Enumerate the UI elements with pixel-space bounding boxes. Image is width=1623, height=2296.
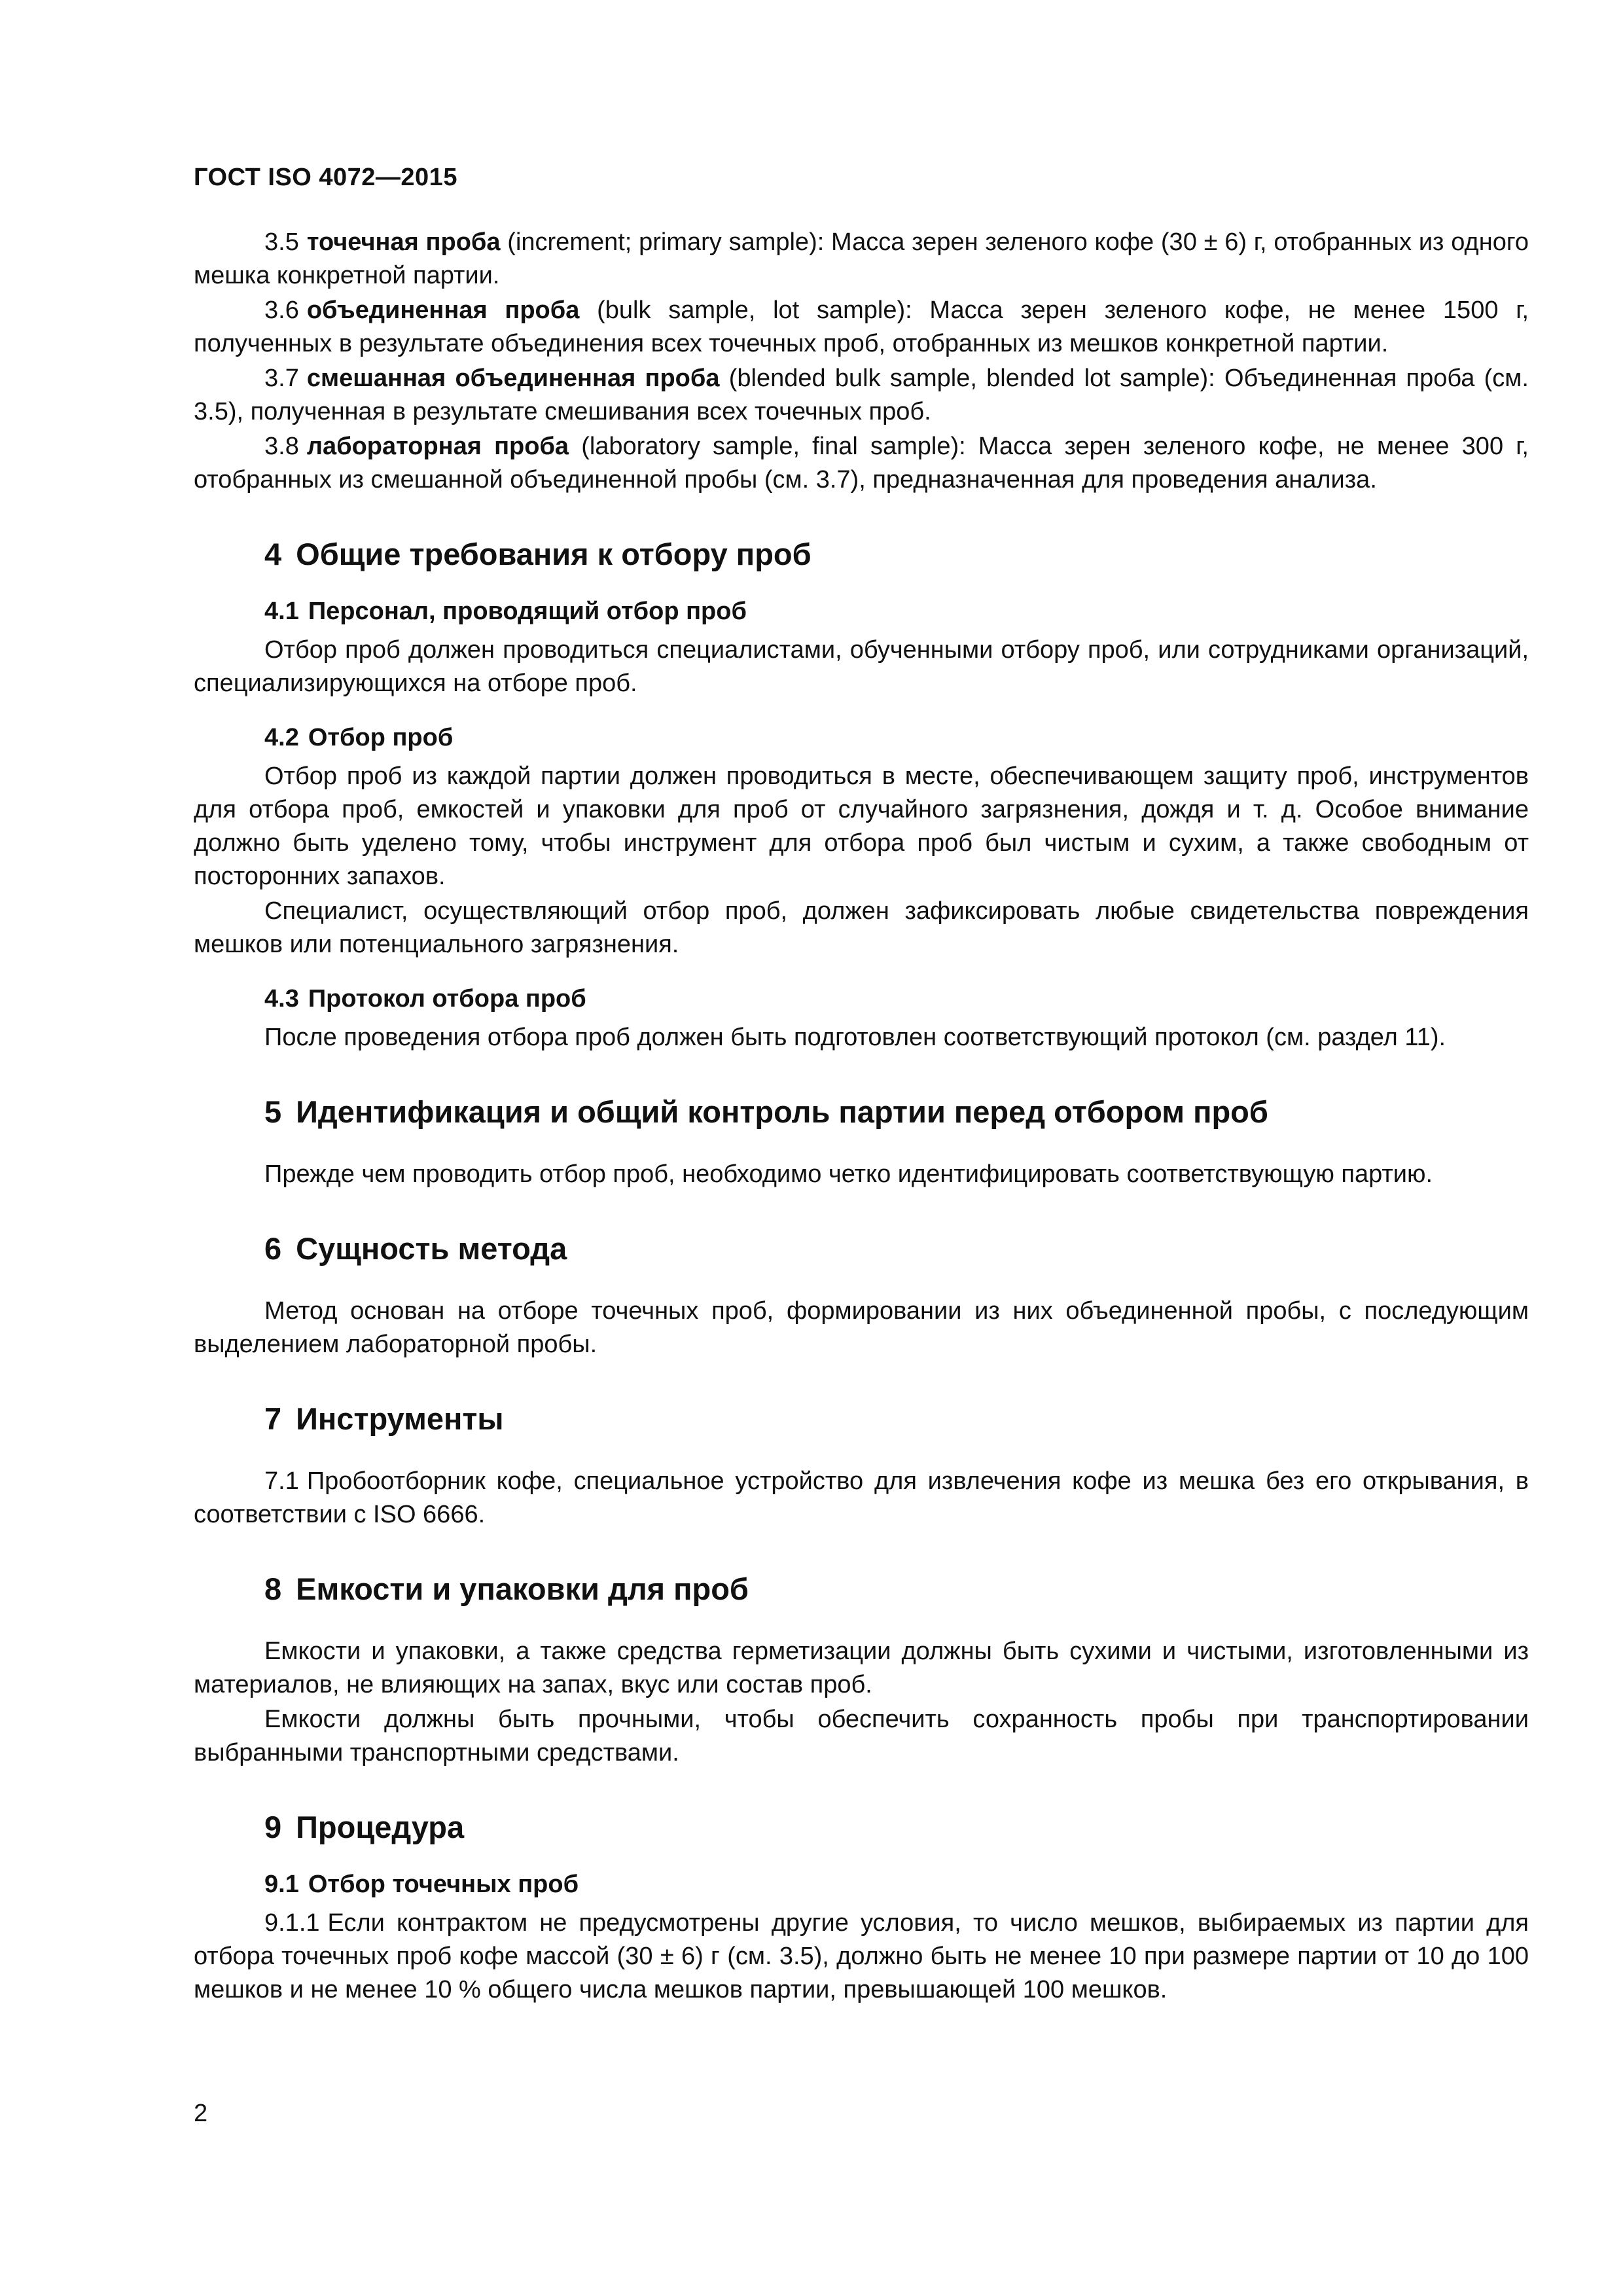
section-title: Идентификация и общий контроль партии перед отбором проб [296,1094,1268,1129]
page-number: 2 [194,2100,208,2127]
paragraph: Отбор проб должен проводиться специалистами, обученными отбору проб, или сотрудниками организаций, специализирующихся на отборе проб. [194,636,1529,697]
section-number: 6 [264,1231,282,1266]
paragraph: Метод основан на отборе точечных проб, формировании из них объединенной пробы, с последующим выделением лабораторной пробы. [194,1297,1529,1358]
subsection-4-3-heading [194,982,1529,1016]
subsection-4-2-heading [194,721,1529,755]
paragraph: Емкости должны быть прочными, чтобы обеспечить сохранность пробы при транспортировании выбранными транспортными средствами. [194,1706,1529,1767]
section-title: Инструменты [296,1401,504,1436]
subsection-title: Протокол отбора проб [308,985,586,1013]
subsection-number: 4.3 [264,985,299,1013]
paragraph: После проведения отбора проб должен быть подготовлен соответствующий протокол (см. раздел 11). [264,1024,1446,1051]
paragraph: Специалист, осуществляющий отбор проб, должен зафиксировать любые свидетельства повреждения мешков или потенциального загрязнения. [194,897,1529,958]
definition-text: (blended bulk sample, blended lot sample): Объединенная проба (см. 3.5), полученная в результате смешивания всех точечных проб. [194,365,1529,425]
clause-text: Пробоотборник кофе, специальное устройство для извлечения кофе из мешка без его открывания, в соответствии с ISO 6666. [194,1467,1529,1528]
section-9-heading [194,1808,1529,1847]
clause-number: 7.1 [264,1467,299,1495]
paragraph: Емкости и упаковки, а также средства герметизации должны быть сухими и чистыми, изготовленными из материалов, не влияющих на запах, вкус или состав проб. [194,1638,1529,1698]
definition-term: лабораторная проба [306,433,569,460]
definition-number: 3.6 [264,296,299,324]
section-7-heading [194,1399,1529,1439]
section-title: Общие требования к отбору проб [296,537,812,571]
subsection-9-1-heading [194,1868,1529,1901]
section-number: 5 [264,1094,282,1129]
section-number: 4 [264,537,282,571]
definition-term: смешанная объединенная проба [306,365,720,392]
section-title: Емкости и упаковки для проб [296,1571,749,1606]
definition-number: 3.7 [264,365,299,392]
section-title: Процедура [296,1810,465,1844]
clause-number: 9.1.1 [264,1909,320,1937]
section-number: 9 [264,1810,282,1844]
subsection-title: Отбор точечных проб [308,1871,579,1898]
definition-3-6 [194,294,1529,361]
definition-text: (bulk sample, lot sample): Масса зерен зеленого кофе, не менее 1500 г, полученных в результате объединения всех точечных проб, отобранных из мешков конкретной партии. [194,296,1529,357]
section-6-heading [194,1229,1529,1268]
subsection-number: 4.1 [264,598,299,625]
definition-number: 3.5 [264,228,299,256]
paragraph-7-1 [194,1465,1529,1532]
document-body [194,226,1529,2008]
definition-number: 3.8 [264,433,299,460]
subsection-number: 4.2 [264,724,299,751]
subsection-title: Отбор проб [308,724,454,751]
definition-text: (increment; primary sample): Масса зерен зеленого кофе (30 ± 6) г, отобранных из одного мешка конкретной партии. [194,228,1529,289]
definition-3-5 [194,226,1529,293]
document-header: ГОСТ ISO 4072—2015 [194,164,457,191]
paragraph-9-1-1 [194,1907,1529,2007]
definition-text: (laboratory sample, final sample): Масса зерен зеленого кофе, не менее 300 г, отобранных из смешанной объединенной пробы (см. 3.7), предназначенная для проведения анализа. [194,433,1529,493]
subsection-title: Персонал, проводящий отбор проб [308,598,747,625]
definition-term: объединенная проба [306,296,580,324]
paragraph: Прежде чем проводить отбор проб, необходимо четко идентифицировать соответствующую партию. [264,1160,1433,1188]
section-8-heading [194,1570,1529,1609]
paragraph: Отбор проб из каждой партии должен проводиться в месте, обеспечивающем защиту проб, инструментов для отбора проб, емкостей и упаковки для проб от случайного загрязнения, дождя и т. д. Особое внимание должно быть уделено тому, чтобы инструмент для отбора проб был чистым и сухим, а также свободным от посторонних запахов. [194,762,1529,890]
clause-text: Если контрактом не предусмотрены другие условия, то число мешков, выбираемых из партии для отбора точечных проб кофе массой (30 ± 6) г (см. 3.5), должно быть не менее 10 при размере партии от 10 до 100 мешков и не менее 10 % общего числа мешков партии, превышающей 100 мешков. [194,1909,1529,2003]
subsection-4-1-heading [194,595,1529,628]
subsection-number: 9.1 [264,1871,299,1898]
definition-3-7 [194,362,1529,429]
definition-term: точечная проба [306,228,501,256]
section-number: 7 [264,1401,282,1436]
section-title: Сущность метода [296,1231,567,1266]
section-4-heading [194,535,1529,574]
definition-3-8 [194,430,1529,497]
section-5-heading [194,1092,1529,1132]
section-number: 8 [264,1571,282,1606]
